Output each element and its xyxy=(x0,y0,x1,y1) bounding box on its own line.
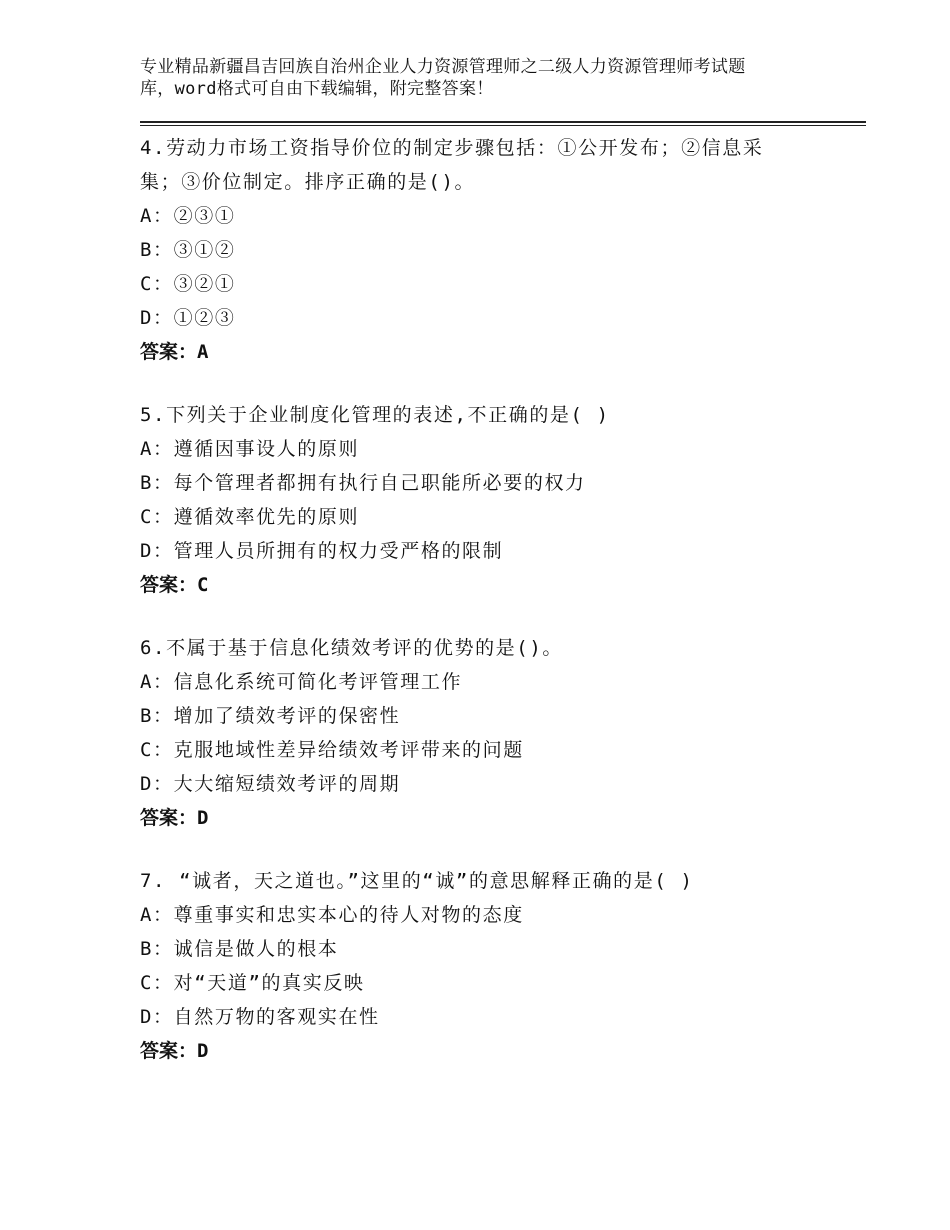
question-stem-line: 4.劳动力市场工资指导价位的制定步骤包括：①公开发布；②信息采 xyxy=(140,137,764,159)
question-stem-line: 7. “诚者，天之道也。”这里的“诚”的意思解释正确的是( ) xyxy=(140,870,694,892)
option-a: A：尊重事实和忠实本心的待人对物的态度 xyxy=(140,904,524,926)
option-a: A：信息化系统可简化考评管理工作 xyxy=(140,671,463,693)
option-c: C：遵循效率优先的原则 xyxy=(140,506,360,528)
answer-line: 答案：D xyxy=(140,1040,209,1062)
header-divider-thick xyxy=(140,121,866,123)
answer-line: 答案：A xyxy=(140,341,209,363)
option-d: D：管理人员所拥有的权力受严格的限制 xyxy=(140,540,504,562)
answer-line: 答案：C xyxy=(140,574,209,596)
question-5 xyxy=(140,398,840,602)
question-7 xyxy=(140,864,840,1068)
option-b: B：③①② xyxy=(140,239,236,261)
question-4 xyxy=(140,131,840,369)
question-stem xyxy=(140,864,840,898)
option-d: D：①②③ xyxy=(140,307,236,329)
question-stem xyxy=(140,131,840,199)
option-b: B：每个管理者都拥有执行自己职能所必要的权力 xyxy=(140,472,586,494)
question-stem-line: 5.下列关于企业制度化管理的表述,不正确的是( ) xyxy=(140,404,610,426)
option-d: D：自然万物的客观实在性 xyxy=(140,1006,380,1028)
question-stem xyxy=(140,398,840,432)
question-stem-line: 6.不属于基于信息化绩效考评的优势的是()。 xyxy=(140,637,563,659)
header-line-2: 库，word格式可自由下载编辑，附完整答案！ xyxy=(140,79,494,99)
answer-line: 答案：D xyxy=(140,807,209,829)
option-b: B：增加了绩效考评的保密性 xyxy=(140,705,401,727)
header-line-1: 专业精品新疆昌吉回族自治州企业人力资源管理师之二级人力资源管理师考试题 xyxy=(140,57,746,77)
option-a: A：遵循因事设人的原则 xyxy=(140,438,360,460)
option-d: D：大大缩短绩效考评的周期 xyxy=(140,773,401,795)
option-c: C：克服地域性差异给绩效考评带来的问题 xyxy=(140,739,524,761)
question-stem-line: 集；③价位制定。排序正确的是()。 xyxy=(140,171,476,193)
option-c: C：③②① xyxy=(140,273,236,295)
question-6 xyxy=(140,631,840,835)
header-divider-thin xyxy=(140,125,866,126)
option-a: A：②③① xyxy=(140,205,236,227)
document-header xyxy=(140,56,820,100)
question-stem xyxy=(140,631,840,665)
option-c: C：对“天道”的真实反映 xyxy=(140,972,365,994)
option-b: B：诚信是做人的根本 xyxy=(140,938,339,960)
question-list xyxy=(140,131,840,1068)
